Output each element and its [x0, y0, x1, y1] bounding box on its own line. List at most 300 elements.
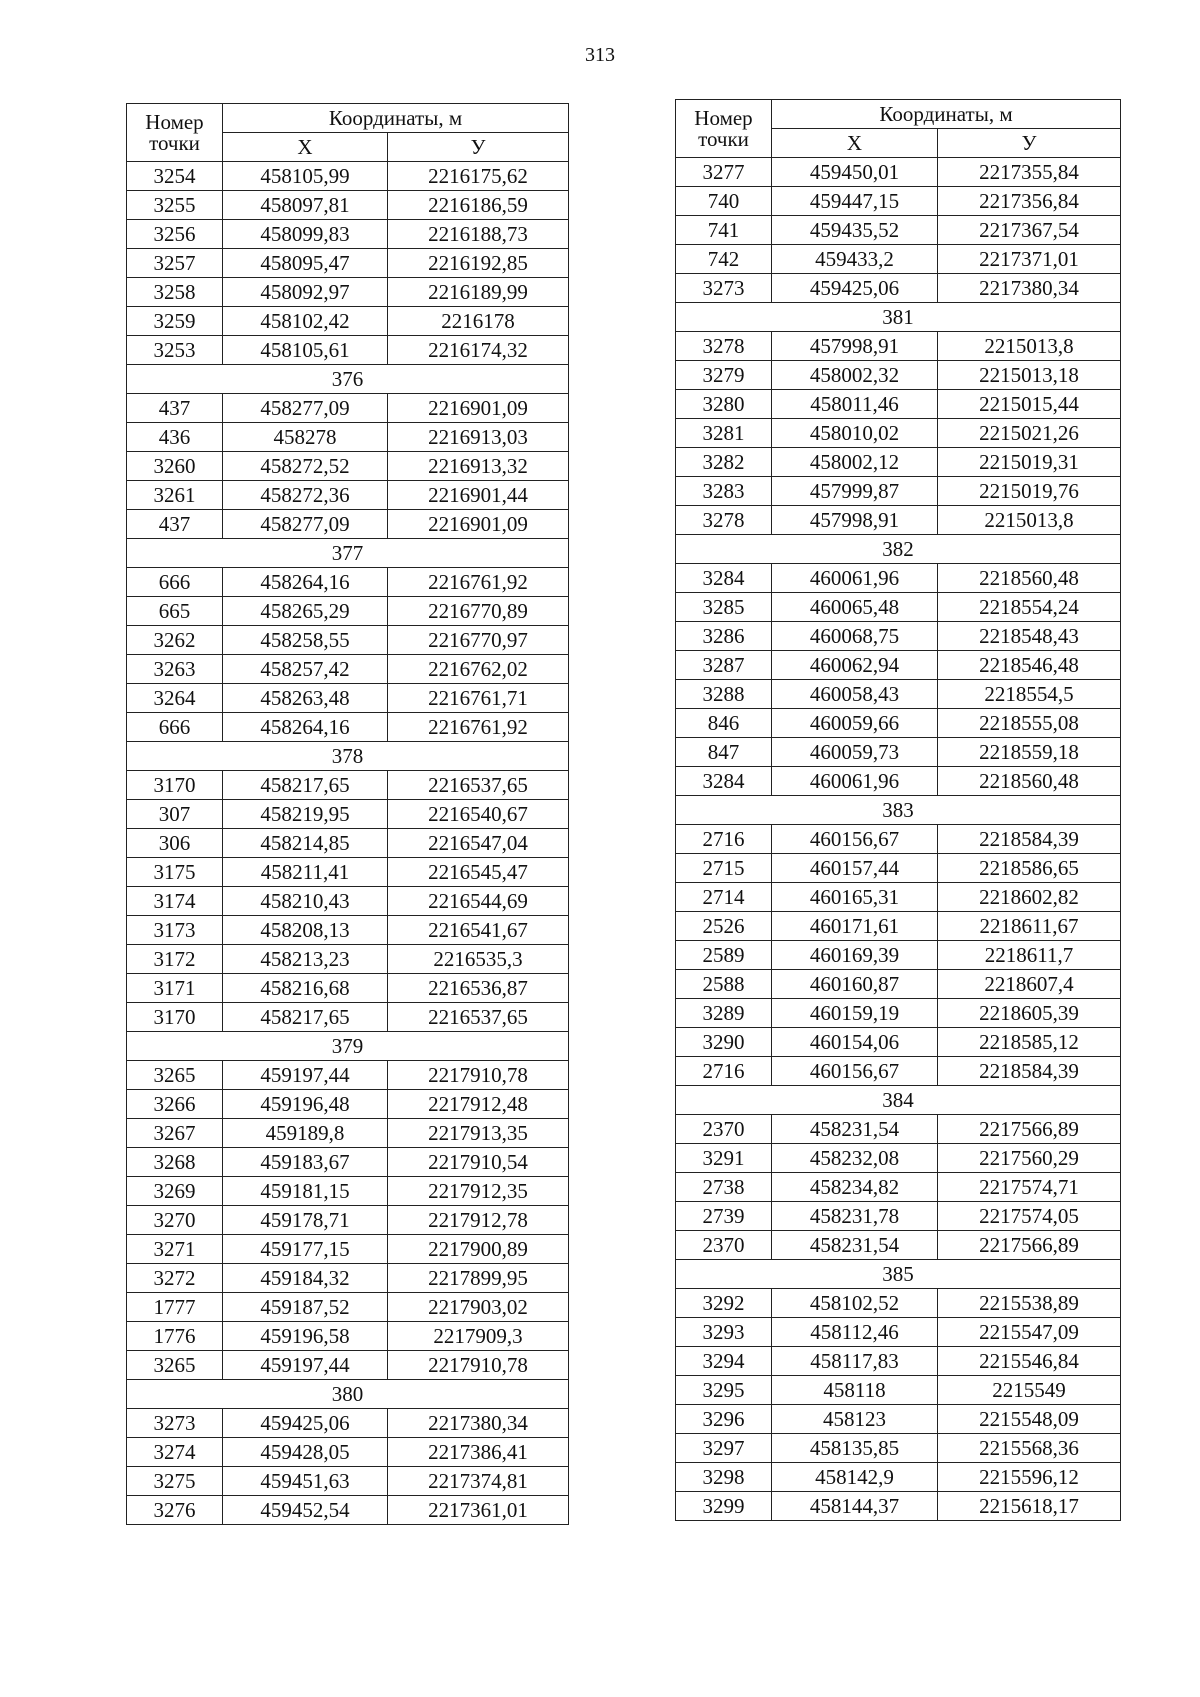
point-number-cell: 3278	[676, 332, 772, 361]
y-coordinate-cell: 2216761,92	[388, 713, 569, 742]
table-row	[127, 916, 569, 945]
point-number-cell: 307	[127, 800, 223, 829]
y-coordinate-cell: 2216175,62	[388, 162, 569, 191]
x-coordinate-cell: 458010,02	[772, 419, 938, 448]
table-row	[127, 1003, 569, 1032]
y-coordinate-cell: 2216544,69	[388, 887, 569, 916]
x-coordinate-cell: 459451,63	[223, 1467, 388, 1496]
x-header: X	[772, 129, 938, 158]
point-number-cell: 3254	[127, 162, 223, 191]
y-coordinate-cell: 2216540,67	[388, 800, 569, 829]
point-number-cell: 2588	[676, 970, 772, 999]
y-coordinate-cell: 2217367,54	[938, 216, 1121, 245]
table-row	[127, 1264, 569, 1293]
header-row	[127, 104, 569, 133]
x-coordinate-cell: 458105,61	[223, 336, 388, 365]
y-coordinate-cell: 2218611,67	[938, 912, 1121, 941]
section-row	[127, 1032, 569, 1061]
y-coordinate-cell: 2217380,34	[388, 1409, 569, 1438]
point-number-cell: 2370	[676, 1231, 772, 1260]
table-row	[127, 1119, 569, 1148]
section-number: 380	[127, 1380, 569, 1409]
point-number-cell: 3297	[676, 1434, 772, 1463]
point-number-cell: 3272	[127, 1264, 223, 1293]
y-coordinate-cell: 2215019,76	[938, 477, 1121, 506]
table-row	[127, 1322, 569, 1351]
table-row	[127, 1438, 569, 1467]
x-coordinate-cell: 458099,83	[223, 220, 388, 249]
table-row	[676, 970, 1121, 999]
x-coordinate-cell: 458231,78	[772, 1202, 938, 1231]
table-row	[676, 506, 1121, 535]
point-number-cell: 3171	[127, 974, 223, 1003]
x-coordinate-cell: 458264,16	[223, 713, 388, 742]
y-coordinate-cell: 2218559,18	[938, 738, 1121, 767]
table-row	[676, 1202, 1121, 1231]
y-coordinate-cell: 2216188,73	[388, 220, 569, 249]
point-number-cell: 846	[676, 709, 772, 738]
x-coordinate-cell: 460156,67	[772, 1057, 938, 1086]
table-row	[127, 1177, 569, 1206]
point-number-cell: 3261	[127, 481, 223, 510]
table-row	[676, 1144, 1121, 1173]
section-number: 382	[676, 535, 1121, 564]
section-row	[127, 1380, 569, 1409]
x-coordinate-cell: 459187,52	[223, 1293, 388, 1322]
table-row	[127, 858, 569, 887]
table-row	[127, 162, 569, 191]
section-row	[676, 1260, 1121, 1289]
table-row	[127, 887, 569, 916]
point-number-cell: 2716	[676, 1057, 772, 1086]
table-row	[127, 655, 569, 684]
table-row	[676, 477, 1121, 506]
y-coordinate-cell: 2217361,01	[388, 1496, 569, 1525]
page-number: 313	[585, 44, 615, 66]
point-number-cell: 3287	[676, 651, 772, 680]
y-coordinate-cell: 2215021,26	[938, 419, 1121, 448]
table-row	[127, 394, 569, 423]
x-coordinate-cell: 458265,29	[223, 597, 388, 626]
y-coordinate-cell: 2216189,99	[388, 278, 569, 307]
x-coordinate-cell: 457998,91	[772, 506, 938, 535]
y-coordinate-cell: 2216536,87	[388, 974, 569, 1003]
y-coordinate-cell: 2216762,02	[388, 655, 569, 684]
table-row	[676, 564, 1121, 593]
y-coordinate-cell: 2217899,95	[388, 1264, 569, 1293]
table-row	[127, 568, 569, 597]
point-number-cell: 3267	[127, 1119, 223, 1148]
table-row	[676, 593, 1121, 622]
x-coordinate-cell: 459450,01	[772, 158, 938, 187]
point-number-cell: 3170	[127, 771, 223, 800]
x-coordinate-cell: 458002,12	[772, 448, 938, 477]
x-coordinate-cell: 458102,42	[223, 307, 388, 336]
y-coordinate-cell: 2218584,39	[938, 825, 1121, 854]
table-row	[676, 332, 1121, 361]
point-number-cell: 2589	[676, 941, 772, 970]
y-coordinate-cell: 2218548,43	[938, 622, 1121, 651]
x-coordinate-cell: 460157,44	[772, 854, 938, 883]
x-coordinate-cell: 459197,44	[223, 1061, 388, 1090]
table-row	[676, 825, 1121, 854]
table-row	[676, 709, 1121, 738]
y-coordinate-cell: 2218555,08	[938, 709, 1121, 738]
point-number-cell: 2526	[676, 912, 772, 941]
y-header: У	[388, 133, 569, 162]
x-coordinate-cell: 460065,48	[772, 593, 938, 622]
y-coordinate-cell: 2215013,18	[938, 361, 1121, 390]
point-number-cell: 3279	[676, 361, 772, 390]
x-coordinate-cell: 459196,48	[223, 1090, 388, 1119]
y-coordinate-cell: 2216545,47	[388, 858, 569, 887]
point-number-cell: 3280	[676, 390, 772, 419]
point-number-cell: 3172	[127, 945, 223, 974]
table-row	[676, 883, 1121, 912]
table-row	[676, 274, 1121, 303]
table-row	[127, 249, 569, 278]
point-number-cell: 3285	[676, 593, 772, 622]
table-row	[127, 481, 569, 510]
table-row	[676, 361, 1121, 390]
table-row	[676, 767, 1121, 796]
table-row	[676, 999, 1121, 1028]
table-row	[127, 974, 569, 1003]
point-number-cell: 306	[127, 829, 223, 858]
y-coordinate-cell: 2217574,05	[938, 1202, 1121, 1231]
y-coordinate-cell: 2215568,36	[938, 1434, 1121, 1463]
x-coordinate-cell: 458263,48	[223, 684, 388, 713]
point-number-cell: 3288	[676, 680, 772, 709]
table-row	[676, 854, 1121, 883]
point-number-cell: 3266	[127, 1090, 223, 1119]
x-coordinate-cell: 458210,43	[223, 887, 388, 916]
section-row	[676, 303, 1121, 332]
y-header: У	[938, 129, 1121, 158]
y-coordinate-cell: 2217374,81	[388, 1467, 569, 1496]
point-number-cell: 3265	[127, 1351, 223, 1380]
y-coordinate-cell: 2217910,54	[388, 1148, 569, 1177]
table-row	[127, 800, 569, 829]
point-label-line1: Номер	[694, 105, 753, 130]
y-coordinate-cell: 2217912,78	[388, 1206, 569, 1235]
x-coordinate-cell: 458211,41	[223, 858, 388, 887]
point-number-cell: 3170	[127, 1003, 223, 1032]
point-number-cell: 3255	[127, 191, 223, 220]
y-coordinate-cell: 2218554,24	[938, 593, 1121, 622]
point-number-cell: 3299	[676, 1492, 772, 1521]
point-number-cell: 3282	[676, 448, 772, 477]
x-coordinate-cell: 458112,46	[772, 1318, 938, 1347]
x-coordinate-cell: 458277,09	[223, 510, 388, 539]
y-coordinate-cell: 2217566,89	[938, 1115, 1121, 1144]
x-coordinate-cell: 458277,09	[223, 394, 388, 423]
point-number-cell: 3174	[127, 887, 223, 916]
x-coordinate-cell: 458118	[772, 1376, 938, 1405]
y-coordinate-cell: 2217574,71	[938, 1173, 1121, 1202]
y-coordinate-cell: 2218584,39	[938, 1057, 1121, 1086]
table-row	[676, 1376, 1121, 1405]
table-row	[127, 510, 569, 539]
x-coordinate-cell: 458123	[772, 1405, 938, 1434]
table-row	[676, 1115, 1121, 1144]
point-number-header	[127, 104, 223, 162]
y-coordinate-cell: 2217909,3	[388, 1322, 569, 1351]
table-row	[676, 1463, 1121, 1492]
table-row	[676, 419, 1121, 448]
section-number: 381	[676, 303, 1121, 332]
point-number-cell: 1776	[127, 1322, 223, 1351]
table-row	[676, 1231, 1121, 1260]
table-row	[127, 1090, 569, 1119]
y-coordinate-cell: 2215547,09	[938, 1318, 1121, 1347]
point-number-cell: 3256	[127, 220, 223, 249]
point-number-cell: 3173	[127, 916, 223, 945]
x-coordinate-cell: 458217,65	[223, 1003, 388, 1032]
table-row	[127, 945, 569, 974]
x-coordinate-cell: 458144,37	[772, 1492, 938, 1521]
x-coordinate-cell: 458258,55	[223, 626, 388, 655]
table-row	[676, 448, 1121, 477]
table-row	[676, 912, 1121, 941]
table-row	[676, 390, 1121, 419]
table-row	[676, 158, 1121, 187]
point-number-cell: 3264	[127, 684, 223, 713]
point-number-cell: 3263	[127, 655, 223, 684]
point-number-cell: 3294	[676, 1347, 772, 1376]
x-coordinate-cell: 459189,8	[223, 1119, 388, 1148]
y-coordinate-cell: 2215013,8	[938, 506, 1121, 535]
y-coordinate-cell: 2216537,65	[388, 1003, 569, 1032]
table-row	[127, 307, 569, 336]
section-number: 377	[127, 539, 569, 568]
table-row	[676, 1289, 1121, 1318]
x-coordinate-cell: 460159,19	[772, 999, 938, 1028]
y-coordinate-cell: 2217912,48	[388, 1090, 569, 1119]
x-coordinate-cell: 458219,95	[223, 800, 388, 829]
x-coordinate-cell: 460068,75	[772, 622, 938, 651]
x-coordinate-cell: 458214,85	[223, 829, 388, 858]
point-number-cell: 847	[676, 738, 772, 767]
y-coordinate-cell: 2218560,48	[938, 767, 1121, 796]
section-number: 385	[676, 1260, 1121, 1289]
point-number-cell: 3265	[127, 1061, 223, 1090]
point-number-cell: 665	[127, 597, 223, 626]
table-row	[127, 220, 569, 249]
x-coordinate-cell: 460061,96	[772, 564, 938, 593]
point-number-cell: 3296	[676, 1405, 772, 1434]
point-number-cell: 3281	[676, 419, 772, 448]
y-coordinate-cell: 2218611,7	[938, 941, 1121, 970]
point-number-cell: 3284	[676, 767, 772, 796]
table-row	[127, 1351, 569, 1380]
y-coordinate-cell: 2216901,09	[388, 510, 569, 539]
y-coordinate-cell: 2216761,71	[388, 684, 569, 713]
x-coordinate-cell: 459452,54	[223, 1496, 388, 1525]
point-number-header	[676, 100, 772, 158]
point-number-cell: 3284	[676, 564, 772, 593]
section-row	[676, 796, 1121, 825]
point-number-cell: 2716	[676, 825, 772, 854]
y-coordinate-cell: 2218586,65	[938, 854, 1121, 883]
section-number: 379	[127, 1032, 569, 1061]
table-row	[676, 1405, 1121, 1434]
x-coordinate-cell: 457998,91	[772, 332, 938, 361]
x-coordinate-cell: 458002,32	[772, 361, 938, 390]
x-coordinate-cell: 459183,67	[223, 1148, 388, 1177]
table-row	[127, 1293, 569, 1322]
point-number-cell: 3298	[676, 1463, 772, 1492]
coordinates-table-right	[675, 99, 1121, 1521]
point-number-cell: 3291	[676, 1144, 772, 1173]
table-row	[676, 738, 1121, 767]
table-row	[676, 216, 1121, 245]
y-coordinate-cell: 2215548,09	[938, 1405, 1121, 1434]
x-coordinate-cell: 459433,2	[772, 245, 938, 274]
point-number-cell: 437	[127, 394, 223, 423]
point-number-cell: 3262	[127, 626, 223, 655]
x-coordinate-cell: 458135,85	[772, 1434, 938, 1463]
table-row	[127, 1467, 569, 1496]
x-coordinate-cell: 459178,71	[223, 1206, 388, 1235]
x-coordinate-cell: 457999,87	[772, 477, 938, 506]
table-row	[127, 336, 569, 365]
point-number-cell: 3175	[127, 858, 223, 887]
section-row	[676, 1086, 1121, 1115]
section-row	[676, 535, 1121, 564]
y-coordinate-cell: 2216178	[388, 307, 569, 336]
table-row	[127, 191, 569, 220]
point-number-cell: 3289	[676, 999, 772, 1028]
x-coordinate-cell: 458102,52	[772, 1289, 938, 1318]
table-row	[676, 1434, 1121, 1463]
x-coordinate-cell: 458213,23	[223, 945, 388, 974]
x-coordinate-cell: 459196,58	[223, 1322, 388, 1351]
y-coordinate-cell: 2217912,35	[388, 1177, 569, 1206]
y-coordinate-cell: 2218554,5	[938, 680, 1121, 709]
y-coordinate-cell: 2218546,48	[938, 651, 1121, 680]
point-number-cell: 437	[127, 510, 223, 539]
table-row	[127, 713, 569, 742]
y-coordinate-cell: 2216535,3	[388, 945, 569, 974]
x-coordinate-cell: 460165,31	[772, 883, 938, 912]
point-number-cell: 3283	[676, 477, 772, 506]
x-coordinate-cell: 458092,97	[223, 278, 388, 307]
table-row	[676, 1347, 1121, 1376]
point-number-cell: 742	[676, 245, 772, 274]
point-number-cell: 3258	[127, 278, 223, 307]
x-coordinate-cell: 459435,52	[772, 216, 938, 245]
table-row	[676, 1173, 1121, 1202]
point-number-cell: 2714	[676, 883, 772, 912]
table-row	[127, 626, 569, 655]
table-right-body	[676, 100, 1121, 1521]
y-coordinate-cell: 2217566,89	[938, 1231, 1121, 1260]
x-coordinate-cell: 459425,06	[223, 1409, 388, 1438]
table-row	[676, 187, 1121, 216]
x-coordinate-cell: 459181,15	[223, 1177, 388, 1206]
x-header: X	[223, 133, 388, 162]
x-coordinate-cell: 459447,15	[772, 187, 938, 216]
x-coordinate-cell: 458232,08	[772, 1144, 938, 1173]
header-row	[676, 100, 1121, 129]
x-coordinate-cell: 458231,54	[772, 1115, 938, 1144]
y-coordinate-cell: 2216174,32	[388, 336, 569, 365]
point-number-cell: 3278	[676, 506, 772, 535]
coordinates-header: Координаты, м	[772, 100, 1121, 129]
y-coordinate-cell: 2217380,34	[938, 274, 1121, 303]
table-row	[127, 1409, 569, 1438]
point-number-cell: 3270	[127, 1206, 223, 1235]
point-number-cell: 3273	[676, 274, 772, 303]
section-number: 376	[127, 365, 569, 394]
table-row	[127, 1148, 569, 1177]
point-number-cell: 2370	[676, 1115, 772, 1144]
x-coordinate-cell: 458097,81	[223, 191, 388, 220]
y-coordinate-cell: 2216547,04	[388, 829, 569, 858]
x-coordinate-cell: 460059,66	[772, 709, 938, 738]
x-coordinate-cell: 460169,39	[772, 941, 938, 970]
table-row	[676, 1318, 1121, 1347]
x-coordinate-cell: 458142,9	[772, 1463, 938, 1492]
y-coordinate-cell: 2218585,12	[938, 1028, 1121, 1057]
x-coordinate-cell: 458264,16	[223, 568, 388, 597]
table-row	[676, 1028, 1121, 1057]
point-number-cell: 3269	[127, 1177, 223, 1206]
x-coordinate-cell: 460059,73	[772, 738, 938, 767]
y-coordinate-cell: 2216537,65	[388, 771, 569, 800]
point-number-cell: 1777	[127, 1293, 223, 1322]
point-number-cell: 3286	[676, 622, 772, 651]
x-coordinate-cell: 458105,99	[223, 162, 388, 191]
x-coordinate-cell: 458272,36	[223, 481, 388, 510]
x-coordinate-cell: 460156,67	[772, 825, 938, 854]
table-left-body	[127, 104, 569, 1525]
coordinates-header: Координаты, м	[223, 104, 569, 133]
x-coordinate-cell: 460160,87	[772, 970, 938, 999]
table-row	[127, 1061, 569, 1090]
y-coordinate-cell: 2216901,44	[388, 481, 569, 510]
point-number-cell: 3290	[676, 1028, 772, 1057]
point-number-cell: 666	[127, 713, 223, 742]
y-coordinate-cell: 2217910,78	[388, 1061, 569, 1090]
table-row	[127, 452, 569, 481]
table-row	[127, 1496, 569, 1525]
point-number-cell: 2715	[676, 854, 772, 883]
point-number-cell: 740	[676, 187, 772, 216]
y-coordinate-cell: 2215596,12	[938, 1463, 1121, 1492]
section-number: 383	[676, 796, 1121, 825]
x-coordinate-cell: 458095,47	[223, 249, 388, 278]
table-row	[676, 680, 1121, 709]
y-coordinate-cell: 2215015,44	[938, 390, 1121, 419]
point-label-line1: Номер	[145, 109, 204, 134]
x-coordinate-cell: 458278	[223, 423, 388, 452]
x-coordinate-cell: 458208,13	[223, 916, 388, 945]
point-number-cell: 3257	[127, 249, 223, 278]
y-coordinate-cell: 2218607,4	[938, 970, 1121, 999]
point-number-cell: 3293	[676, 1318, 772, 1347]
point-number-cell: 3273	[127, 1409, 223, 1438]
y-coordinate-cell: 2215538,89	[938, 1289, 1121, 1318]
y-coordinate-cell: 2215019,31	[938, 448, 1121, 477]
x-coordinate-cell: 458011,46	[772, 390, 938, 419]
y-coordinate-cell: 2216770,97	[388, 626, 569, 655]
x-coordinate-cell: 460154,06	[772, 1028, 938, 1057]
point-number-cell: 666	[127, 568, 223, 597]
point-number-cell: 3275	[127, 1467, 223, 1496]
y-coordinate-cell: 2216186,59	[388, 191, 569, 220]
